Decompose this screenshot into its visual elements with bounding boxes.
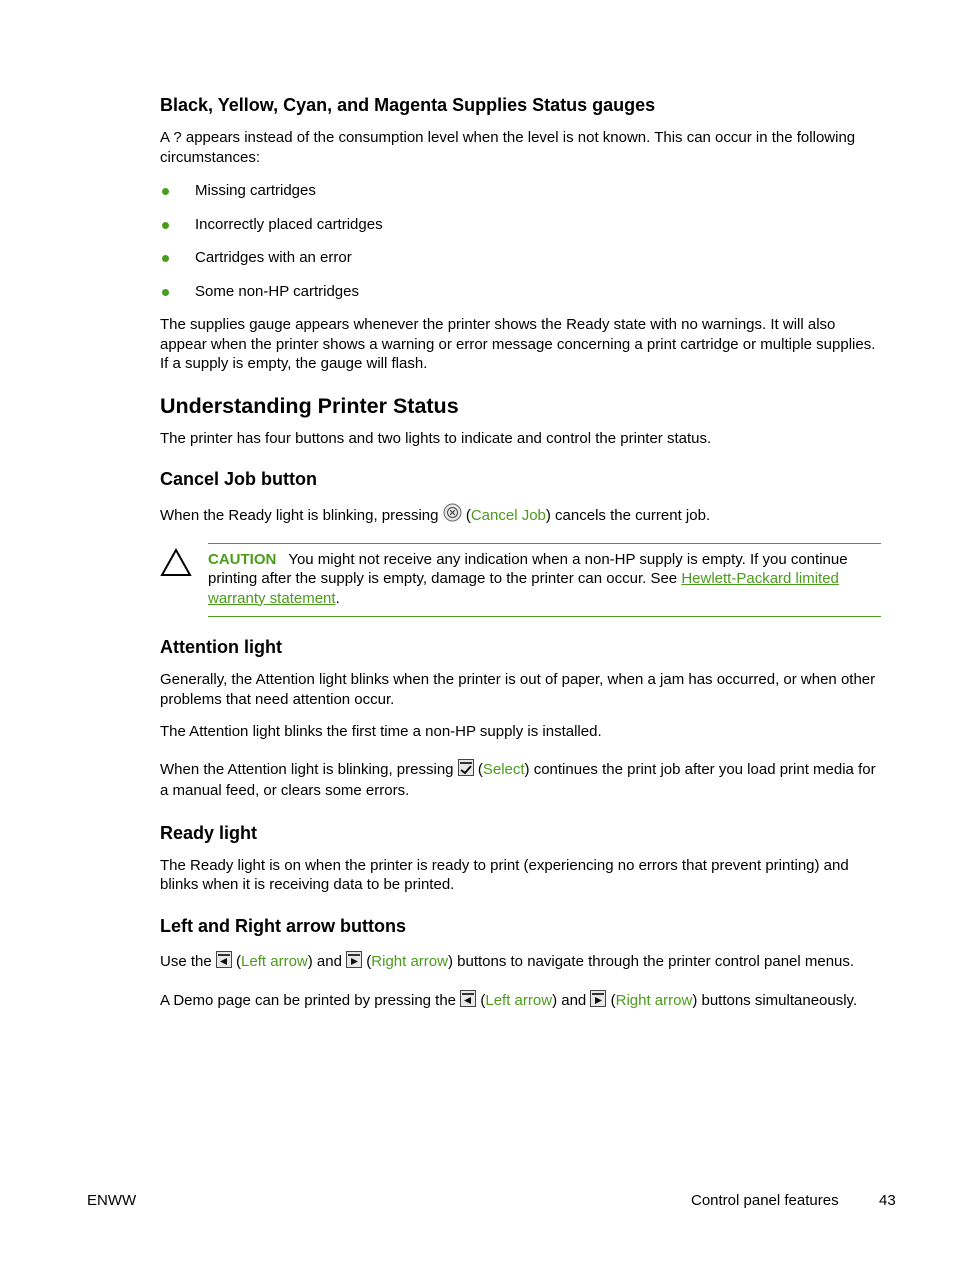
- select-label: Select: [482, 760, 525, 778]
- arrows-paragraph-1: Use the (Left arrow) and (Right arrow) buttons to navigate through the printer control panel menus.: [160, 951, 882, 974]
- bullet-icon: [162, 255, 169, 262]
- left-arrow-icon: [216, 951, 232, 974]
- caution-text: CAUTION You might not receive any indication when a non-HP supply is empty. If you continue printing after the supply is empty, damage to the printer can occur. See Hewlett-Packard limited warranty statement.: [208, 550, 848, 607]
- gauges-outro: The supplies gauge appears whenever the printer shows the Ready state with no warnings. It will also appear when the printer shows a warning or error message concerning a print cartridge or multiple supplies. If a supply is empty, the gauge will flash.: [160, 316, 876, 372]
- warranty-link[interactable]: Hewlett-Packard limited warranty statement: [208, 570, 839, 607]
- page-content: [160, 94, 882, 1013]
- right-arrow-label: Right arrow: [615, 992, 693, 1009]
- attention-paragraph-3: When the Attention light is blinking, pressing (Select) continues the print job after you load print media for a manual feed, or clears some errors.: [160, 760, 876, 799]
- bullet-icon: [162, 222, 169, 229]
- bullet-icon: [162, 188, 169, 195]
- caution-label: CAUTION: [208, 550, 277, 568]
- right-arrow-icon: [346, 951, 362, 974]
- gauges-heading: Black, Yellow, Cyan, and Magenta Supplies Status gauges: [160, 95, 656, 115]
- attention-paragraph-2: The Attention light blinks the first time a non-HP supply is installed.: [160, 723, 602, 740]
- status-heading: Understanding Printer Status: [160, 393, 459, 418]
- circumstances-list: [160, 181, 882, 301]
- cancel-job-paragraph: When the Ready light is blinking, pressing (Cancel Job) cancels the current job.: [160, 503, 882, 528]
- list-item: Cartridges with an error: [160, 248, 882, 268]
- ready-paragraph: The Ready light is on when the printer is ready to print (experiencing no errors that prevent printing) and blinks when it is receiving data to be printed.: [160, 856, 849, 893]
- right-arrow-label: Right arrow: [371, 952, 448, 970]
- footer-section: Control panel features: [691, 1192, 839, 1209]
- footer-left: ENWW: [87, 1192, 137, 1209]
- cancel-job-heading: Cancel Job button: [160, 469, 317, 489]
- list-item: Some non-HP cartridges: [160, 282, 882, 302]
- left-arrow-label: Left arrow: [241, 952, 308, 970]
- bullet-icon: [162, 289, 169, 296]
- list-item: Incorrectly placed cartridges: [160, 215, 882, 235]
- caution-note: [208, 543, 881, 618]
- attention-heading: Attention light: [160, 637, 282, 657]
- arrows-heading: Left and Right arrow buttons: [160, 915, 406, 936]
- ready-heading: Ready light: [160, 822, 258, 843]
- warning-triangle-icon: [160, 548, 192, 582]
- left-arrow-icon: [460, 990, 476, 1013]
- status-intro: The printer has four buttons and two lights to indicate and control the printer status.: [160, 429, 712, 447]
- left-arrow-label: Left arrow: [485, 992, 553, 1009]
- right-arrow-icon: [590, 990, 606, 1013]
- list-item: Missing cartridges: [160, 181, 882, 201]
- cancel-job-icon: [443, 503, 462, 528]
- arrows-paragraph-2: A Demo page can be printed by pressing the (Left arrow) and (Right arrow) buttons simultaneously.: [160, 990, 882, 1013]
- gauges-intro: A ? appears instead of the consumption level when the level is not known. This can occur in the following circumstances:: [160, 129, 856, 166]
- page-number: 43: [879, 1192, 896, 1209]
- select-icon: [458, 759, 474, 782]
- cancel-job-label: Cancel Job: [470, 507, 546, 524]
- attention-paragraph-1: Generally, the Attention light blinks when the printer is out of paper, when a jam has occurred, or when other problems that need attention occur.: [160, 671, 876, 708]
